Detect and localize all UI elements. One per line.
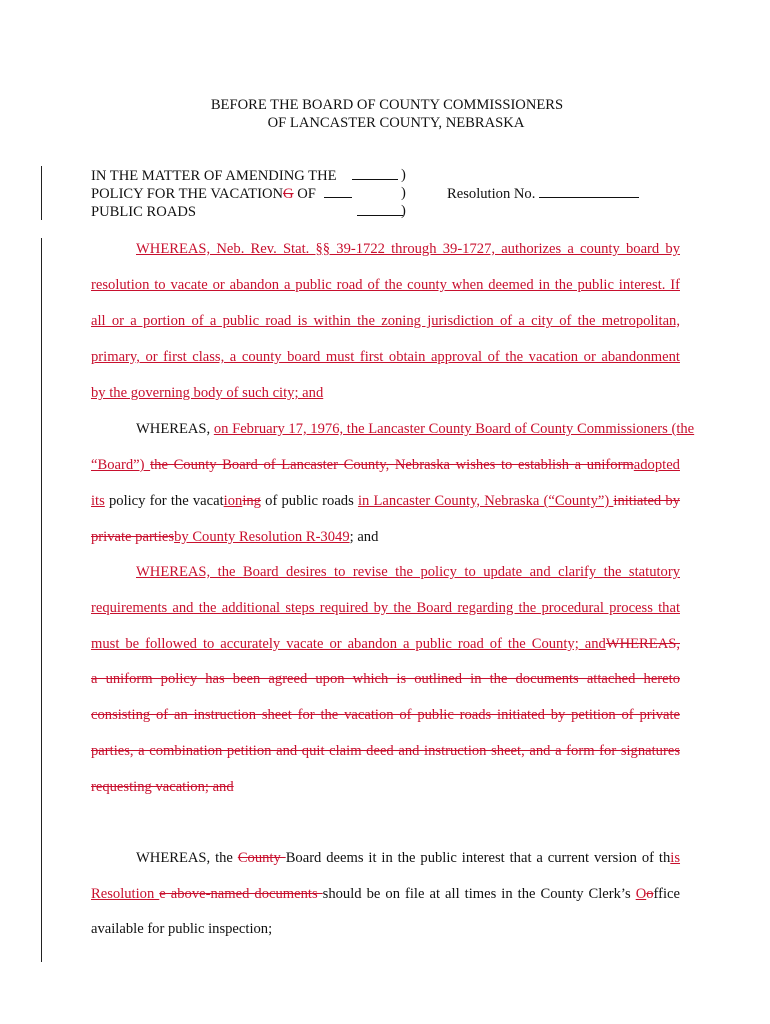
caption-paren: ) bbox=[401, 167, 406, 183]
resolution-label: Resolution No. bbox=[447, 186, 536, 202]
body-line bbox=[91, 311, 680, 331]
inserted-text: on February 17, 1976, the Lancaster County Board of County Commissioners (the bbox=[213, 421, 695, 437]
inserted-text: ion bbox=[223, 493, 243, 509]
deleted-text: consisting of an instruction sheet for the vacation of public roads initiated by petition of private bbox=[91, 707, 680, 723]
body-text: should be on file at all times in the County Clerk’s bbox=[322, 886, 636, 902]
inserted-text: in Lancaster County, Nebraska (“County”) bbox=[357, 493, 614, 509]
body-text: WHEREAS, bbox=[136, 421, 214, 437]
body-text: WHEREAS, the bbox=[136, 850, 238, 866]
inserted-text: its bbox=[91, 493, 105, 509]
body-line bbox=[91, 491, 680, 511]
inserted-text: WHEREAS, the Board desires to revise the policy to update and clarify the statutory bbox=[136, 564, 680, 580]
deleted-text: a uniform policy has been agreed upon which is outlined in the documents attached hereto bbox=[91, 671, 680, 687]
deleted-text: County bbox=[237, 850, 286, 866]
body-line bbox=[136, 239, 680, 259]
caption-blank bbox=[324, 184, 352, 198]
body-line bbox=[91, 383, 680, 403]
body-line bbox=[91, 347, 680, 367]
body-line bbox=[91, 919, 680, 939]
body-line bbox=[91, 275, 680, 295]
body-text: of public roads bbox=[260, 493, 358, 509]
deleted-text: initiated by bbox=[613, 493, 681, 509]
deleted-text: parties, a combination petition and quit claim deed and instruction sheet, and a form for signatures bbox=[91, 743, 680, 759]
caption-line-1: IN THE MATTER OF AMENDING THE bbox=[91, 168, 337, 184]
inserted-text: WHEREAS, Neb. Rev. Stat. §§ 39-1722 through 39-1727, authorizes a county board by bbox=[136, 241, 680, 257]
inserted-text: resolution to vacate or abandon a public road of the county when deemed in the public interest. If bbox=[91, 277, 680, 293]
body-line bbox=[91, 884, 680, 904]
caption-blank bbox=[352, 166, 398, 180]
deleted-text: e above-named documents bbox=[159, 886, 323, 902]
inserted-text: must be followed to accurately vacate or abandon a public road of the County; and bbox=[91, 636, 606, 652]
body-line bbox=[91, 705, 680, 725]
caption-line-3: PUBLIC ROADS bbox=[91, 204, 197, 220]
deleted-text: WHEREAS, bbox=[605, 636, 680, 652]
deleted-text: the County Board of Lancaster County, Nebraska wishes to establish a uniform bbox=[150, 457, 634, 473]
deleted-text: requesting vacation; and bbox=[91, 779, 234, 795]
body-line bbox=[136, 848, 680, 868]
caption-paren: ) bbox=[401, 185, 406, 201]
inserted-text: all or a portion of a public road is within the zoning jurisdiction of a city of the metropolitan, bbox=[91, 313, 680, 329]
body-line bbox=[91, 669, 680, 689]
inserted-text: adopted bbox=[633, 457, 680, 473]
inserted-text: primary, or first class, a county board must first obtain approval of the vacation or abandonment bbox=[91, 349, 680, 365]
body-text: ; and bbox=[349, 529, 379, 545]
case-caption bbox=[91, 166, 403, 220]
caption-line-2: POLICY FOR THE VACATIONG OF bbox=[91, 186, 316, 202]
body-text: Board deems it in the public interest that a current version of th bbox=[285, 850, 671, 866]
deleted-text: private parties bbox=[91, 529, 175, 545]
body-line bbox=[91, 527, 680, 547]
heading-line-2: OF LANCASTER COUNTY, NEBRASKA bbox=[267, 115, 525, 131]
revision-bar bbox=[41, 166, 42, 220]
heading-line-1: BEFORE THE BOARD OF COUNTY COMMISSIONERS bbox=[210, 97, 564, 113]
revision-bar bbox=[41, 238, 42, 962]
body-line bbox=[91, 598, 680, 618]
body-line bbox=[136, 419, 695, 439]
resolution-number-blank bbox=[539, 184, 639, 198]
body-text: available for public inspection; bbox=[91, 921, 273, 937]
caption-blank bbox=[357, 202, 403, 216]
resolution-number bbox=[447, 184, 639, 203]
body-line bbox=[91, 634, 680, 654]
inserted-text: by the governing body of such city; and bbox=[91, 385, 324, 401]
body-line bbox=[91, 455, 680, 475]
inserted-text: “Board”) bbox=[91, 457, 151, 473]
body-line bbox=[91, 741, 680, 761]
inserted-text: by County Resolution R-3049 bbox=[174, 529, 350, 545]
body-line bbox=[91, 777, 680, 797]
deleted-text: ing bbox=[242, 493, 261, 509]
inserted-text: requirements and the additional steps required by the Board regarding the procedural process that bbox=[91, 600, 680, 616]
body-text: policy for the vacat bbox=[104, 493, 224, 509]
inserted-text: Resolution bbox=[91, 886, 160, 902]
body-line bbox=[136, 562, 680, 582]
inserted-text: is bbox=[670, 850, 681, 866]
inserted-text: O bbox=[635, 886, 647, 902]
deleted-text: G bbox=[283, 186, 294, 202]
body-text: ffice bbox=[653, 886, 680, 902]
caption-paren: ) bbox=[401, 203, 406, 219]
deleted-text: o bbox=[646, 886, 654, 902]
